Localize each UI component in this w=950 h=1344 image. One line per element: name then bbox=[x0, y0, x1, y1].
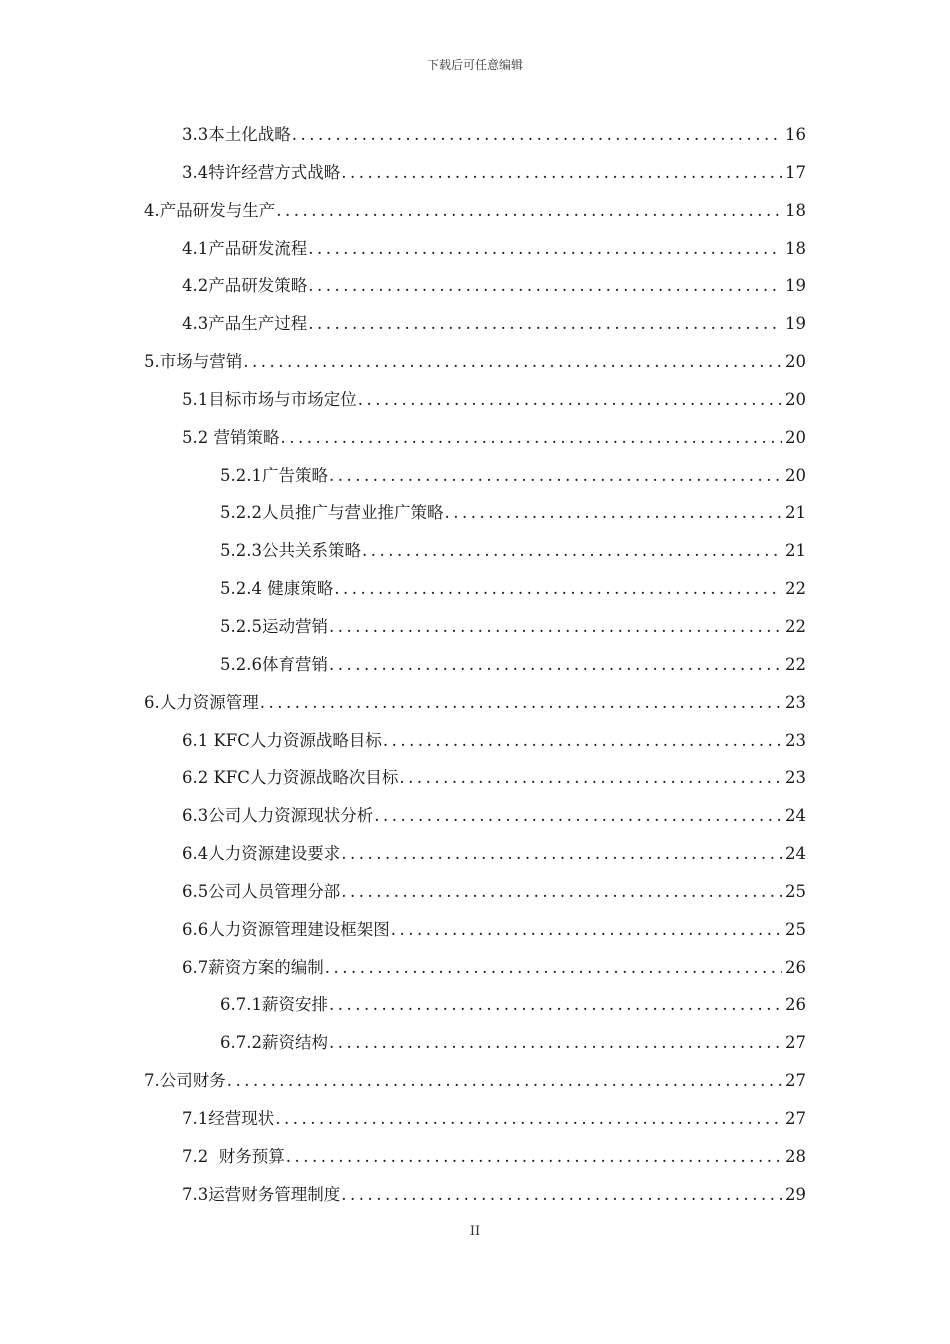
toc-dot-leader bbox=[227, 1062, 782, 1100]
toc-dot-leader bbox=[329, 646, 782, 684]
toc-entry-title: 6.6人力资源管理建设框架图 bbox=[182, 919, 390, 939]
toc-dot-leader bbox=[391, 911, 782, 949]
toc-entry-page: 28 bbox=[785, 1146, 806, 1166]
page-number: II bbox=[469, 1224, 481, 1239]
toc-entry-title: 6.7.2薪资结构 bbox=[220, 1033, 328, 1053]
toc-dot-leader bbox=[399, 759, 782, 797]
toc-entry-title: 4.1产品研发流程 bbox=[182, 238, 308, 258]
toc-entry-title: 5.2.2人员推广与营业推广策略 bbox=[220, 503, 444, 523]
toc-entry-page: 24 bbox=[785, 844, 806, 864]
toc-entry-title: 5.2 营销策略 bbox=[182, 427, 280, 447]
toc-entry[interactable] bbox=[0, 305, 950, 343]
toc-dot-leader bbox=[374, 797, 782, 835]
toc-entry-page: 24 bbox=[785, 806, 806, 826]
toc-entry[interactable] bbox=[0, 608, 950, 646]
toc-dot-leader bbox=[383, 722, 782, 760]
toc-dot-leader bbox=[260, 684, 782, 722]
toc-entry[interactable] bbox=[0, 532, 950, 570]
toc-entry[interactable] bbox=[0, 1176, 950, 1214]
toc-entry-page: 27 bbox=[785, 1033, 806, 1053]
toc-entry-page: 27 bbox=[785, 1071, 806, 1091]
toc-entry-title: 6.7.1薪资安排 bbox=[220, 995, 328, 1015]
toc-dot-leader bbox=[341, 835, 782, 873]
toc-entry-title: 4.2产品研发策略 bbox=[182, 276, 308, 296]
toc-dot-leader bbox=[341, 1176, 782, 1214]
toc-entry-page: 20 bbox=[785, 389, 806, 409]
toc-entry-page: 26 bbox=[785, 995, 806, 1015]
table-of-contents bbox=[0, 116, 950, 1213]
toc-entry-page: 23 bbox=[785, 730, 806, 750]
toc-entry-page: 21 bbox=[785, 503, 806, 523]
toc-entry[interactable] bbox=[0, 192, 950, 230]
toc-entry-title: 3.3本土化战略 bbox=[182, 125, 291, 144]
toc-entry-page: 19 bbox=[785, 276, 806, 296]
toc-entry-page: 29 bbox=[785, 1184, 806, 1204]
toc-entry[interactable] bbox=[0, 381, 950, 419]
toc-dot-leader bbox=[292, 116, 782, 154]
toc-entry-page: 26 bbox=[785, 957, 806, 977]
toc-entry[interactable] bbox=[0, 684, 950, 722]
toc-dot-leader bbox=[341, 873, 782, 911]
toc-dot-leader bbox=[308, 305, 782, 343]
toc-entry-title: 6.4人力资源建设要求 bbox=[182, 844, 341, 864]
toc-dot-leader bbox=[444, 494, 782, 532]
toc-entry-title: 5.2.5运动营销 bbox=[220, 616, 328, 636]
toc-entry-title: 5.2.6体育营销 bbox=[220, 654, 328, 674]
toc-entry[interactable] bbox=[0, 873, 950, 911]
toc-entry[interactable] bbox=[0, 759, 950, 797]
toc-entry-title: 6.人力资源管理 bbox=[144, 692, 259, 712]
toc-dot-leader bbox=[329, 457, 782, 495]
toc-dot-leader bbox=[362, 532, 782, 570]
toc-entry[interactable] bbox=[0, 1100, 950, 1138]
toc-entry-page: 21 bbox=[785, 541, 806, 561]
toc-dot-leader bbox=[334, 570, 782, 608]
toc-entry[interactable] bbox=[0, 1024, 950, 1062]
toc-entry-title: 6.1 KFC人力资源战略目标 bbox=[182, 730, 382, 750]
toc-entry-page: 20 bbox=[785, 352, 806, 372]
toc-entry-title: 7.1经营现状 bbox=[182, 1108, 275, 1128]
toc-entry-title: 4.产品研发与生产 bbox=[144, 200, 276, 220]
toc-entry-page: 18 bbox=[785, 200, 806, 220]
toc-entry-title: 5.2.4 健康策略 bbox=[220, 579, 334, 599]
toc-dot-leader bbox=[341, 154, 782, 192]
toc-entry-page: 23 bbox=[785, 692, 806, 712]
toc-entry-page: 20 bbox=[785, 465, 806, 485]
toc-entry-title: 7.2 财务预算 bbox=[182, 1146, 285, 1166]
toc-entry[interactable] bbox=[0, 419, 950, 457]
toc-dot-leader bbox=[329, 986, 782, 1024]
toc-entry-page: 18 bbox=[785, 238, 806, 258]
toc-dot-leader bbox=[275, 1100, 782, 1138]
toc-entry-title: 5.市场与营销 bbox=[144, 352, 243, 372]
toc-entry-page: 22 bbox=[785, 654, 806, 674]
toc-entry[interactable] bbox=[0, 1062, 950, 1100]
toc-entry-page: 22 bbox=[785, 579, 806, 599]
toc-entry[interactable] bbox=[0, 570, 950, 608]
toc-entry-title: 7.3运营财务管理制度 bbox=[182, 1184, 341, 1204]
toc-entry-title: 6.2 KFC人力资源战略次目标 bbox=[182, 768, 399, 788]
page-header: 下载后可任意编辑 bbox=[426, 58, 523, 72]
toc-entry[interactable] bbox=[0, 230, 950, 268]
toc-entry-page: 20 bbox=[785, 427, 806, 447]
toc-dot-leader bbox=[308, 267, 782, 305]
toc-entry[interactable] bbox=[0, 343, 950, 381]
toc-entry[interactable] bbox=[0, 154, 950, 192]
toc-entry-title: 5.2.1广告策略 bbox=[220, 465, 328, 485]
toc-dot-leader bbox=[329, 608, 782, 646]
toc-dot-leader bbox=[243, 343, 782, 381]
toc-entry-page: 25 bbox=[785, 919, 806, 939]
toc-entry[interactable] bbox=[0, 457, 950, 495]
toc-entry-page: 22 bbox=[785, 616, 806, 636]
toc-entry-page: 19 bbox=[785, 314, 806, 334]
toc-entry-title: 6.7薪资方案的编制 bbox=[182, 957, 324, 977]
toc-dot-leader bbox=[325, 949, 782, 987]
toc-dot-leader bbox=[358, 381, 782, 419]
toc-entry[interactable] bbox=[0, 911, 950, 949]
toc-entry-page: 27 bbox=[785, 1108, 806, 1128]
toc-dot-leader bbox=[276, 192, 782, 230]
toc-entry[interactable] bbox=[0, 986, 950, 1024]
toc-entry-page: 23 bbox=[785, 768, 806, 788]
toc-dot-leader bbox=[308, 230, 782, 268]
toc-entry[interactable] bbox=[0, 722, 950, 760]
toc-entry-title: 5.1目标市场与市场定位 bbox=[182, 389, 357, 409]
toc-entry-title: 4.3产品生产过程 bbox=[182, 314, 308, 334]
toc-dot-leader bbox=[286, 1138, 782, 1176]
toc-entry-page: 17 bbox=[785, 162, 806, 182]
toc-entry[interactable] bbox=[0, 494, 950, 532]
toc-entry[interactable] bbox=[0, 949, 950, 987]
toc-entry-title: 5.2.3公共关系策略 bbox=[220, 541, 361, 561]
toc-entry-title: 7.公司财务 bbox=[144, 1071, 226, 1091]
toc-entry[interactable] bbox=[0, 797, 950, 835]
toc-entry[interactable] bbox=[0, 1138, 950, 1176]
toc-entry-title: 6.5公司人员管理分部 bbox=[182, 881, 341, 901]
toc-dot-leader bbox=[281, 419, 783, 457]
toc-entry-page: 25 bbox=[785, 881, 806, 901]
toc-entry[interactable] bbox=[0, 646, 950, 684]
toc-entry-title: 6.3公司人力资源现状分析 bbox=[182, 806, 374, 826]
toc-entry[interactable] bbox=[0, 116, 950, 154]
toc-entry[interactable] bbox=[0, 267, 950, 305]
toc-entry[interactable] bbox=[0, 835, 950, 873]
toc-entry-title: 3.4特许经营方式战略 bbox=[182, 162, 341, 182]
toc-entry-page: 16 bbox=[785, 125, 806, 144]
toc-dot-leader bbox=[329, 1024, 782, 1062]
